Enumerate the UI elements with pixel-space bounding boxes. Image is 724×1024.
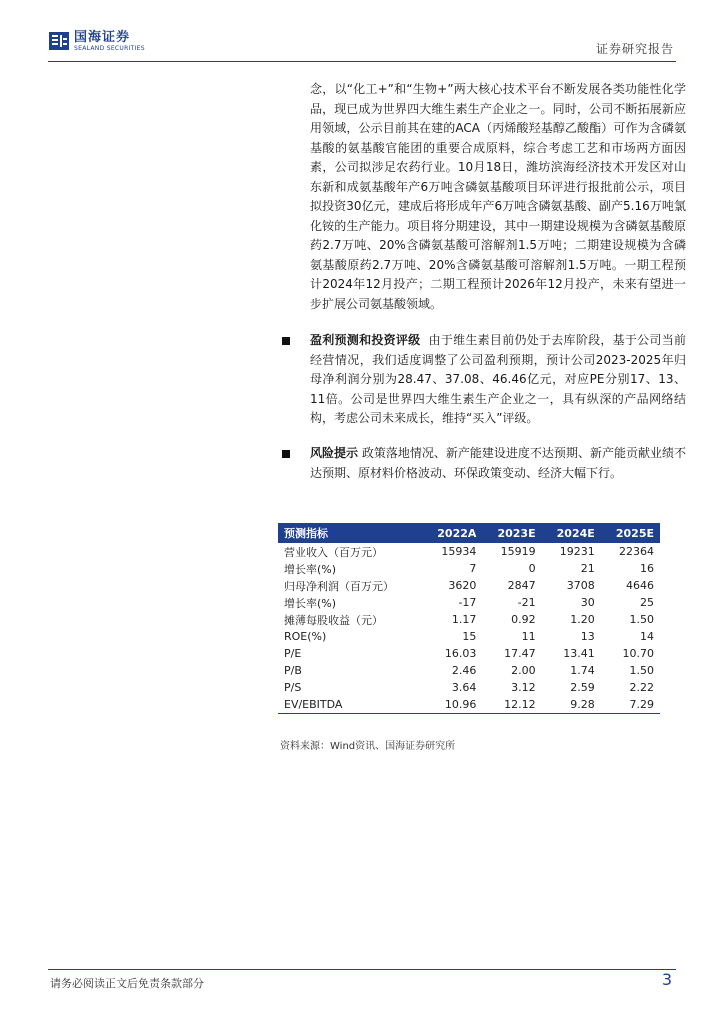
table-cell: 1.74 — [570, 664, 595, 677]
table-cell: 10.70 — [622, 647, 654, 660]
table-cell: 3.64 — [451, 681, 477, 694]
bullet-text: 由于维生素目前仍处于去库阶段，基于公司当前经营情况，我们适度调整了公司盈利预期，预计公司2023-2025年归母净利润分别为28.47、37.08、46.46亿元，对应PE分别17、13、11倍。公司是世界四大维生素生产企业之一，具有纵深的产品网络结构，考虑公司未来成长，维持“买入”评级。 — [310, 333, 686, 425]
table-header-cell: 2022A — [422, 523, 482, 543]
risk-warning-bullet — [280, 444, 686, 483]
table-cell: 15919 — [500, 545, 536, 558]
table-cell: 增长率(%) — [284, 596, 337, 610]
header-divider — [48, 61, 676, 62]
table-row — [278, 645, 660, 662]
table-cell: 16.03 — [444, 647, 477, 660]
earnings-forecast-bullet — [280, 331, 686, 429]
square-bullet-icon — [282, 450, 290, 458]
page-header — [0, 0, 724, 64]
table-header-row — [278, 523, 660, 543]
table-cell: 归母净利润（百万元） — [284, 579, 394, 593]
table-cell: 19231 — [559, 545, 595, 558]
logo-name-cn: 国海证券 — [74, 29, 131, 45]
table-row — [278, 679, 660, 696]
table-cell: 营业收入（百万元） — [284, 545, 383, 559]
table-cell: 1.17 — [451, 613, 477, 626]
table-header-cell: 2024E — [542, 523, 601, 543]
table-cell: 12.12 — [482, 696, 541, 714]
table-cell: 14 — [640, 630, 654, 643]
table-cell: 0.92 — [511, 613, 536, 626]
table-cell: 16 — [640, 562, 654, 575]
table-cell: 21 — [580, 562, 595, 575]
table-cell: 15 — [462, 630, 477, 643]
bullet-text: 政策落地情况、新产能建设进度不达预期、新产能贡献业绩不达预期、原材料价格波动、环保政策变动、经济大幅下行。 — [310, 446, 686, 480]
table-cell: 2.00 — [511, 664, 536, 677]
table-cell: 4646 — [626, 579, 654, 592]
footer-divider — [48, 969, 676, 970]
table-cell: 22364 — [619, 545, 654, 558]
table-header-cell: 预测指标 — [278, 523, 422, 543]
logo-name-en: SEALAND SECURITIES — [74, 44, 145, 52]
table-cell: 7.29 — [601, 696, 660, 714]
page-number: 3 — [661, 970, 672, 989]
table-row — [278, 628, 660, 645]
table-cell: P/S — [284, 681, 302, 694]
table-cell: 2.59 — [570, 681, 595, 694]
table-cell: 11 — [521, 630, 536, 643]
table-cell: 3.12 — [511, 681, 536, 694]
table-row — [278, 594, 660, 611]
table-header-cell: 2025E — [601, 523, 660, 543]
footer-disclaimer: 请务必阅读正文后免责条款部分 — [50, 977, 204, 990]
table-cell: 15934 — [441, 545, 477, 558]
table-cell: 摊薄每股收益（元） — [284, 613, 383, 627]
bullet-title: 盈利预测和投资评级 — [310, 333, 421, 347]
table-cell: P/B — [284, 664, 302, 677]
body-paragraph: 念，以“化工+”和“生物+”两大核心技术平台不断发展各类功能性化学品，现已成为世界四大维生素生产企业之一。同时，公司不断拓展新应用领域，公示目前其在建的ACA（丙烯酸羟基醇乙酸酯）可作为含磷氨基酸的氨基酸官能团的重要合成原料，综合考虑工艺和市场两方面因素，公司拟涉足农药行业。10月18日，潍坊滨海经济技术开发区对山东新和成氨基酸年产6万吨含磷氨基酸项目环评进行报批前公示，项目拟投资30亿元，建成后将形成年产6万吨含磷氨基酸、副产5.16万吨氯化铵的生产能力。项目将分期建设，其中一期建设规模为含磷氨基酸原药2.7万吨、20%含磷氨基酸可溶解剂1.5万吨；二期建设规模为含磷氨基酸原药2.7万吨、20%含磷氨基酸可溶解剂1.5万吨。一期工程预计2024年12月投产；二期工程预计2026年12月投产，未来有望进一步扩展公司氨基酸领域。 — [310, 82, 686, 311]
table-cell: 2.22 — [629, 681, 654, 694]
square-bullet-icon — [282, 337, 290, 345]
table-cell: 2.46 — [451, 664, 477, 677]
table-row — [278, 611, 660, 628]
table-cell: 增长率(%) — [284, 562, 337, 576]
table-cell: 0 — [528, 562, 536, 575]
table-cell: 13 — [580, 630, 595, 643]
table-cell: EV/EBITDA — [278, 696, 422, 714]
table-row — [278, 560, 660, 577]
table-cell: 3620 — [448, 579, 477, 592]
table-source-note: 资料来源：Wind资讯、国海证券研究所 — [280, 741, 456, 752]
table-cell: 7 — [469, 562, 477, 575]
table-cell: 10.96 — [422, 696, 482, 714]
table-row — [278, 696, 660, 714]
table-cell: 25 — [640, 596, 654, 609]
table-cell: 17.47 — [504, 647, 536, 660]
table-cell: 1.20 — [570, 613, 595, 626]
table-row — [278, 577, 660, 594]
table-cell: ROE(%) — [284, 630, 327, 643]
table-header-cell: 2023E — [482, 523, 541, 543]
table-cell: 2847 — [507, 579, 536, 592]
forecast-table — [278, 523, 660, 714]
bullet-title: 风险提示 — [310, 446, 359, 460]
table-cell: 3708 — [566, 579, 595, 592]
table-cell: P/E — [284, 647, 302, 660]
table-cell: -17 — [458, 596, 477, 609]
table-cell: -21 — [517, 596, 536, 609]
table-row — [278, 662, 660, 679]
table-cell: 1.50 — [629, 613, 654, 626]
table-row — [278, 543, 660, 560]
report-type-label: 证券研究报告 — [595, 42, 674, 56]
table-cell: 9.28 — [542, 696, 601, 714]
table-cell: 13.41 — [563, 647, 595, 660]
sealand-logo — [48, 30, 145, 52]
table-cell: 1.50 — [629, 664, 654, 677]
sealand-logo-icon — [48, 30, 70, 52]
table-cell: 30 — [580, 596, 595, 609]
